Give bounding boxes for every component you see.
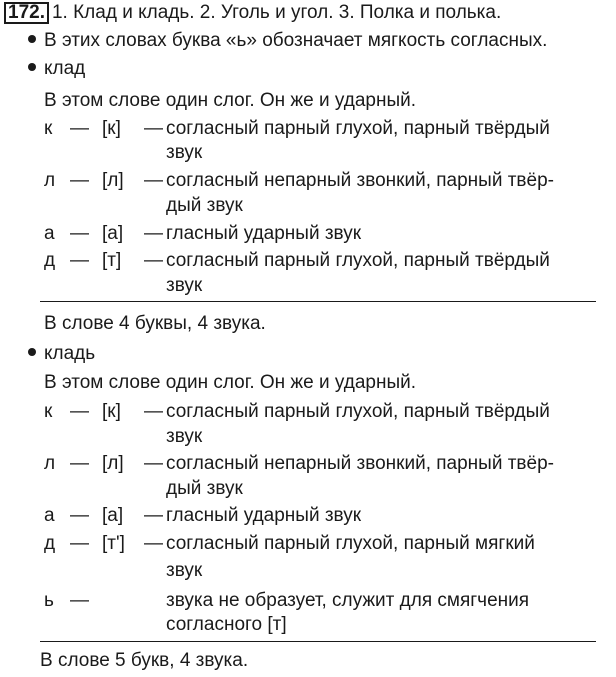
dash: — — [70, 453, 89, 474]
sound: [а] — [102, 505, 124, 526]
divider-line — [40, 301, 596, 302]
dash: — — [70, 250, 89, 271]
word-title: клад — [44, 58, 86, 79]
dash: — — [144, 401, 163, 422]
dash: — — [70, 505, 89, 526]
sound: [к] — [102, 401, 121, 422]
word-title-klad-soft — [28, 343, 95, 365]
letter: ь — [44, 590, 54, 611]
letter: к — [44, 118, 53, 139]
description: гласный ударный звук — [166, 223, 362, 244]
sound: [л] — [102, 453, 124, 474]
phonetic-row-cont — [0, 426, 616, 448]
dash: — — [70, 170, 89, 191]
dash: — — [70, 533, 89, 554]
dash: — — [144, 250, 163, 271]
description-cont: дый звук — [166, 478, 243, 499]
phonetic-row — [0, 223, 616, 245]
dash: — — [144, 505, 163, 526]
letter: л — [44, 453, 56, 474]
sound: [т] — [102, 250, 122, 271]
bullet-icon — [28, 348, 36, 356]
description: согласный парный глухой, парный твёрдый — [166, 118, 550, 139]
sound: [т'] — [102, 533, 125, 554]
letter: д — [44, 250, 56, 271]
description-cont: звук — [166, 275, 203, 296]
task-number: 172. — [4, 2, 49, 24]
word-title-klad — [28, 58, 85, 80]
dash: — — [144, 170, 163, 191]
letter: а — [44, 505, 55, 526]
description: гласный ударный звук — [166, 505, 362, 526]
description: согласный парный глухой, парный твёрдый — [166, 401, 550, 422]
description-cont: звук — [166, 142, 203, 163]
description: согласный непарный звонкий, парный твёр- — [166, 453, 554, 474]
phonetic-row — [0, 170, 616, 192]
letter: а — [44, 223, 55, 244]
description: согласный парный глухой, парный твёрдый — [166, 250, 550, 271]
description-cont: согласного [т] — [166, 614, 287, 635]
task-header — [4, 2, 501, 24]
description: согласный непарный звонкий, парный твёр- — [166, 170, 554, 191]
word-title: кладь — [44, 343, 96, 364]
description: согласный парный глухой, парный мягкий — [166, 533, 535, 554]
word-summary: В слове 4 буквы, 4 звука. — [44, 313, 266, 334]
dash: — — [70, 223, 89, 244]
dash: — — [70, 118, 89, 139]
description-cont: дый звук — [166, 195, 243, 216]
dash: — — [144, 223, 163, 244]
phonetic-row-cont — [0, 142, 616, 164]
description-cont: звук — [166, 426, 203, 447]
phonetic-row — [0, 453, 616, 475]
dash: — — [70, 401, 89, 422]
syllable-note: В этом слове один слог. Он же и ударный. — [44, 90, 417, 111]
phonetic-row — [0, 401, 616, 423]
divider-line — [40, 641, 596, 642]
task-intro: 1. Клад и кладь. 2. Уголь и угол. 3. Полка и полька. — [51, 2, 502, 23]
dash: — — [144, 533, 163, 554]
phonetic-row — [0, 505, 616, 527]
description: звука не образует, служит для смягчения — [166, 590, 530, 611]
task-note-text: В этих словах буква «ь» обозначает мягкость согласных. — [44, 30, 548, 51]
phonetic-row — [0, 590, 616, 612]
dash: — — [144, 118, 163, 139]
sound: [а] — [102, 223, 124, 244]
syllable-note: В этом слове один слог. Он же и ударный. — [44, 372, 417, 393]
phonetic-row-cont — [0, 614, 616, 636]
letter: л — [44, 170, 56, 191]
sound: [к] — [102, 118, 121, 139]
phonetic-row-cont — [0, 195, 616, 217]
dash: — — [144, 453, 163, 474]
sound: [л] — [102, 170, 124, 191]
bullet-icon — [28, 35, 36, 43]
description-cont: звук — [166, 560, 203, 581]
phonetic-row — [0, 118, 616, 140]
bullet-icon — [28, 63, 36, 71]
phonetic-row-cont — [0, 478, 616, 500]
phonetic-row — [0, 533, 616, 555]
dash: — — [70, 590, 89, 611]
phonetic-row-cont — [0, 560, 616, 582]
word-summary: В слове 5 букв, 4 звука. — [40, 650, 249, 671]
task-note — [28, 30, 547, 52]
letter: д — [44, 533, 56, 554]
phonetic-row — [0, 250, 616, 272]
phonetic-row-cont — [0, 275, 616, 297]
letter: к — [44, 401, 53, 422]
